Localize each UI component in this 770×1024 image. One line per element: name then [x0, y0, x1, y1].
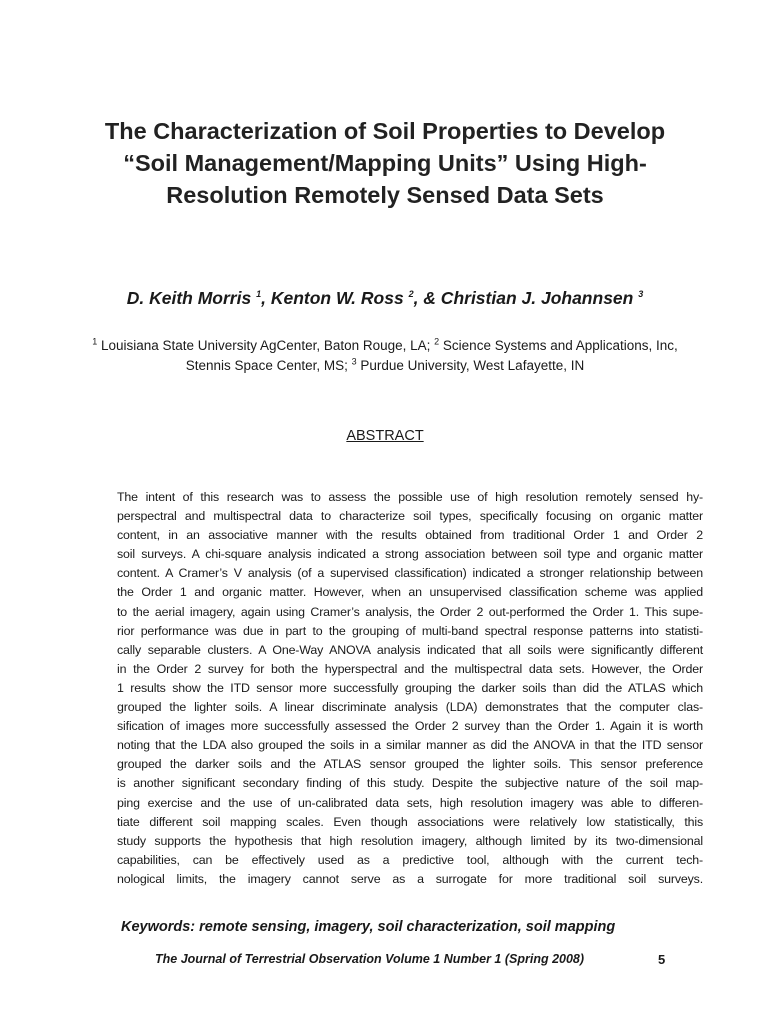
abstract-line: ping exercise and the use of un-calibrated data sets, high resolution imagery was able to differen-	[117, 795, 703, 810]
abstract-line: capabilities, can be effectively used as a predictive tool, although with the current tech-	[117, 852, 703, 867]
affiliation-text: Louisiana State University AgCenter, Baton Rouge, LA;	[97, 338, 435, 353]
abstract-line: is another significant secondary finding of this study. Despite the subjective nature of the soil map-	[117, 776, 703, 791]
paper-title	[80, 115, 690, 211]
affiliation-text: Purdue University, West Lafayette, IN	[356, 358, 585, 373]
affiliation-mark: 2	[434, 336, 440, 347]
author-name: , Kenton W. Ross	[261, 288, 404, 308]
affiliation-text: Science Systems and Applications, Inc,	[439, 338, 678, 353]
author-name: , & Christian J. Johannsen	[413, 288, 634, 308]
abstract-line: content, in an associative manner with the results obtained from traditional Order 1 and Order 2	[117, 528, 703, 543]
journal-footer: The Journal of Terrestrial Observation Volume 1 Number 1 (Spring 2008)	[155, 952, 585, 966]
page-number: 5	[658, 952, 666, 967]
abstract-line: The intent of this research was to assess the possible use of high resolution remotely sensed hy-	[117, 490, 703, 504]
abstract-line: soil surveys. A chi-square analysis indicated a strong association between soil type and organic matter	[117, 547, 703, 562]
abstract-line: cally separable clusters. A One-Way ANOVA analysis indicated that all soils were significantly different	[117, 642, 703, 657]
author-list	[0, 288, 770, 309]
abstract-line: sification of images more successfully assessed the Order 2 survey than the Order 1. Again it is worth	[117, 719, 703, 734]
affiliation-line	[60, 356, 710, 376]
abstract-line: to the aerial imagery, again using Cramer’s analysis, the Order 2 out-performed the Order 1. This supe-	[117, 604, 703, 619]
abstract-line: tiate different soil mapping scales. Even though associations were relatively low statistically, this	[117, 814, 703, 829]
abstract-line: the Order 1 and organic matter. However, when an unsupervised classification scheme was applied	[117, 585, 703, 600]
abstract-line: in the Order 2 survey for both the hyperspectral and the multispectral data sets. However, the Order	[117, 661, 703, 676]
abstract-line: rior performance was due in part to the grouping of multi-band spectral response patterns into statisti-	[117, 623, 703, 638]
title-line: Resolution Remotely Sensed Data Sets	[166, 182, 604, 208]
abstract-line: study supports the hypothesis that high resolution imagery, although limited by its two-dimensional	[117, 833, 703, 848]
affiliation-mark: 3	[351, 356, 357, 367]
abstract-line: 1 results show the ITD sensor more successfully grouping the darker soils than did the ATLAS which	[117, 680, 703, 695]
affiliation-mark: 2	[408, 289, 414, 300]
abstract-line: grouped the darker soils and the ATLAS sensor grouped the lighter soils. This sensor preference	[117, 757, 703, 772]
abstract-line: content. A Cramer’s V analysis (of a supervised classification) indicated a stronger relationship between	[117, 566, 703, 581]
abstract-line: grouped the lighter soils. A linear discriminate analysis (LDA) demonstrates that the computer clas-	[117, 700, 703, 715]
abstract-line: perspectral and multispectral data to characterize soil types, specifically focusing on organic matter	[117, 509, 703, 524]
affiliations	[60, 336, 710, 376]
affiliation-mark: 1	[256, 289, 262, 300]
affiliation-mark: 1	[92, 336, 98, 347]
abstract-body	[117, 488, 703, 889]
affiliation-text: Stennis Space Center, MS;	[185, 358, 352, 373]
affiliation-line	[60, 336, 710, 356]
abstract-heading: ABSTRACT	[346, 428, 424, 444]
title-line: “Soil Management/Mapping Units” Using High-	[123, 150, 647, 176]
title-line: The Characterization of Soil Properties to Develop	[104, 118, 666, 144]
keywords: Keywords: remote sensing, imagery, soil characterization, soil mapping	[121, 919, 616, 935]
abstract-line: noting that the LDA also grouped the soils in a similar manner as did the ANOVA in that the ITD sensor	[117, 738, 703, 753]
affiliation-mark: 3	[638, 289, 644, 300]
author-name: D. Keith Morris	[126, 288, 252, 308]
abstract-line: nological limits, the imagery cannot serve as a surrogate for more traditional soil surveys.	[117, 871, 703, 886]
